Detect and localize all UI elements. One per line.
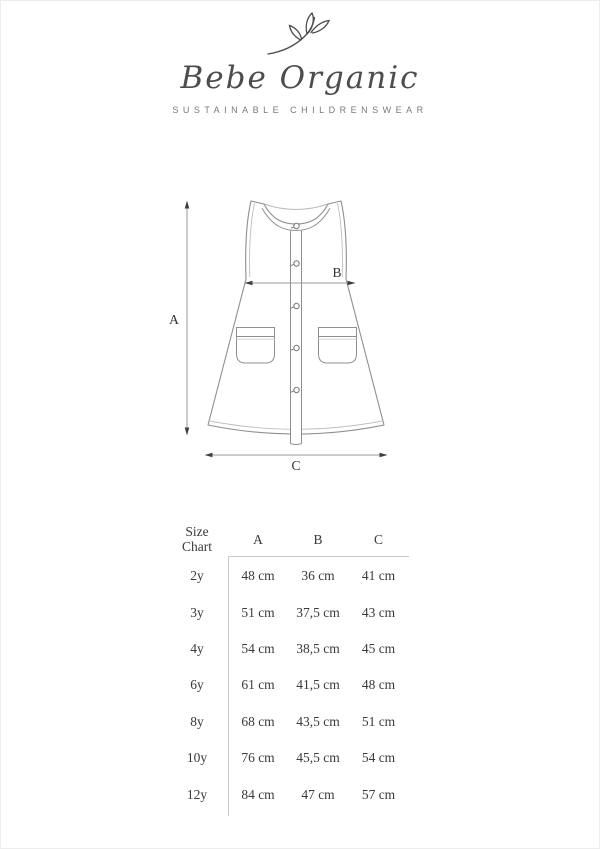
size-chart-title: Size Chart bbox=[182, 523, 212, 554]
measurement-value: 84 cm bbox=[241, 786, 275, 802]
table-divider-horizontal bbox=[228, 556, 409, 557]
size-label: 4y bbox=[190, 640, 204, 656]
measurement-value: 68 cm bbox=[241, 713, 275, 729]
measurement-value: 45 cm bbox=[361, 640, 396, 656]
size-chart-row bbox=[166, 631, 409, 667]
measurement-value: 51 cm bbox=[361, 713, 396, 729]
size-label: 12y bbox=[186, 786, 208, 802]
size-label: 2y bbox=[190, 568, 204, 584]
measurement-value: 51 cm bbox=[241, 604, 275, 620]
measurement-value: 47 cm bbox=[301, 786, 335, 802]
measurement-value: 41 cm bbox=[361, 568, 396, 584]
measurement-value: 61 cm bbox=[241, 677, 275, 693]
table-divider-vertical bbox=[228, 556, 229, 816]
column-header-c: C bbox=[373, 531, 383, 547]
size-chart-header bbox=[166, 523, 409, 556]
measurement-value: 43 cm bbox=[361, 604, 396, 620]
leaf-sprig-icon bbox=[264, 11, 336, 57]
size-chart-row bbox=[166, 558, 409, 594]
measurement-value: 36 cm bbox=[301, 568, 335, 584]
size-chart bbox=[166, 523, 409, 813]
dress-backneck-line bbox=[264, 204, 328, 210]
measurement-value: 48 cm bbox=[241, 568, 275, 584]
size-chart-row bbox=[166, 704, 409, 740]
measurement-value: 54 cm bbox=[361, 750, 396, 766]
measurement-value: 41,5 cm bbox=[296, 677, 340, 693]
size-chart-row bbox=[166, 667, 409, 703]
measurement-value: 43,5 cm bbox=[296, 713, 340, 729]
measurement-value: 57 cm bbox=[361, 786, 396, 802]
measurement-value: 76 cm bbox=[241, 750, 275, 766]
size-label: 10y bbox=[186, 750, 208, 766]
measurement-value: 38,5 cm bbox=[296, 640, 340, 656]
measurement-value: 45,5 cm bbox=[296, 750, 340, 766]
label-measurement-b: B bbox=[332, 265, 342, 280]
size-label: 6y bbox=[190, 677, 204, 693]
measurement-value: 37,5 cm bbox=[296, 604, 340, 620]
label-measurement-c: C bbox=[291, 458, 301, 473]
measurement-value: 54 cm bbox=[241, 640, 275, 656]
measurement-diagram bbox=[161, 193, 406, 478]
size-chart-row bbox=[166, 594, 409, 630]
brand-logo bbox=[1, 11, 599, 115]
label-measurement-a: A bbox=[169, 312, 179, 327]
size-chart-row bbox=[166, 776, 409, 812]
column-header-a: A bbox=[253, 531, 263, 547]
size-label: 3y bbox=[190, 604, 204, 620]
size-chart-body bbox=[166, 556, 409, 813]
brand-name: Bebe Organic bbox=[180, 60, 420, 96]
measurement-arrow-a bbox=[185, 201, 190, 436]
measurement-arrow-c bbox=[205, 453, 388, 458]
size-label: 8y bbox=[190, 713, 204, 729]
column-header-b: B bbox=[313, 531, 323, 547]
brand-tagline: SUSTAINABLE CHILDRENSWEAR bbox=[172, 104, 428, 115]
size-chart-row bbox=[166, 740, 409, 776]
dress-technical-drawing bbox=[161, 193, 406, 478]
measurement-value: 48 cm bbox=[361, 677, 396, 693]
